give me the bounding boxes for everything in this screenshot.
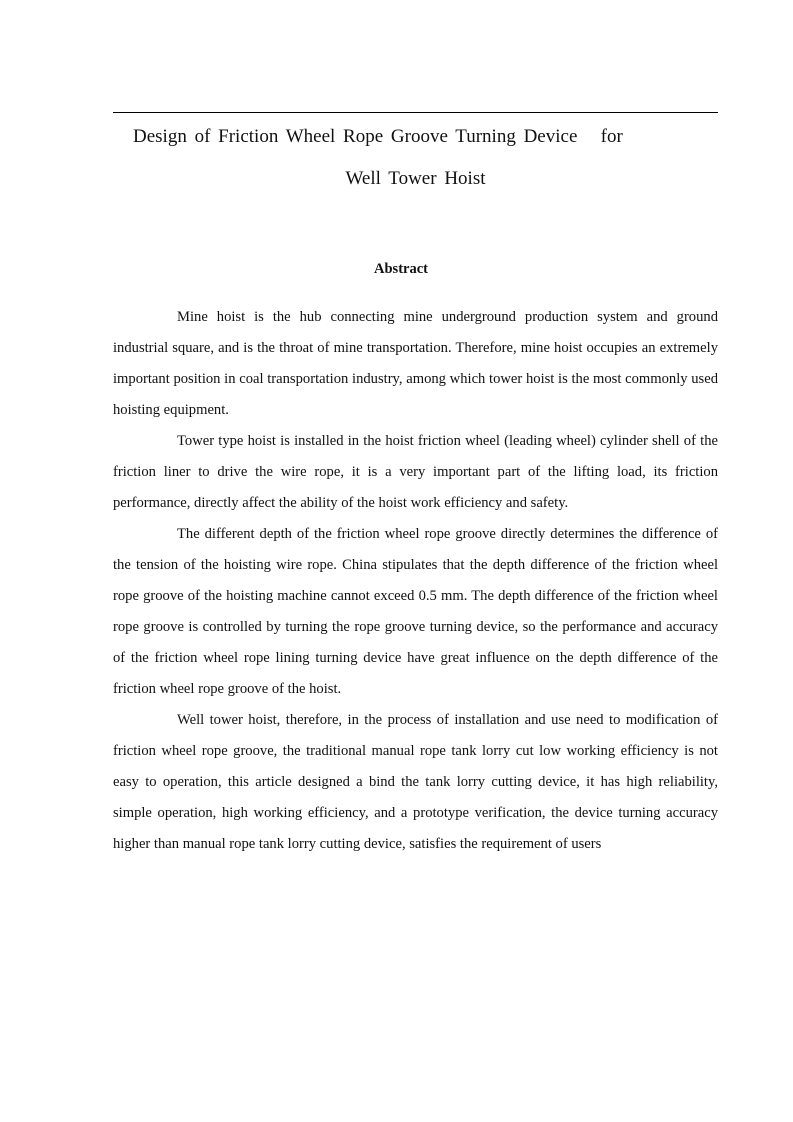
- abstract-paragraph: Mine hoist is the hub connecting mine underground production system and ground industrial square, and is the throat of mine transportation. Therefore, mine hoist occupies an extremely important position in coal transportation industry, among which tower hoist is the most commonly used hoisting equipment.: [113, 309, 718, 418]
- title-line-2: Well Tower Hoist: [345, 168, 486, 189]
- abstract-paragraph: The different depth of the friction wheel rope groove directly determines the difference of the tension of the hoisting wire rope. China stipulates that the depth difference of the friction wheel rope groove of the hoisting machine cannot exceed 0.5 mm. The depth difference of the friction wheel rope groove is controlled by turning the rope groove turning device, so the performance and accuracy of the friction wheel rope lining turning device have great influence on the depth difference of the friction wheel rope groove of the hoist.: [113, 526, 718, 697]
- abstract-paragraph: Well tower hoist, therefore, in the process of installation and use need to modification of friction wheel rope groove, the traditional manual rope tank lorry cut low working efficiency is not easy to operation, this article designed a bind the tank lorry cutting device, it has high reliability, simple operation, high working efficiency, and a prototype verification, the device turning accuracy higher than manual rope tank lorry cutting device, satisfies the requirement of users: [113, 712, 718, 852]
- header-rule: [113, 112, 718, 113]
- abstract-body: [113, 302, 718, 860]
- title-line-1: Design of Friction Wheel Rope Groove Turning Device for: [133, 126, 623, 147]
- document-title: [113, 119, 718, 196]
- abstract-paragraph: Tower type hoist is installed in the hoist friction wheel (leading wheel) cylinder shell of the friction liner to drive the wire rope, it is a very important part of the lifting load, its friction performance, directly affect the ability of the hoist work efficiency and safety.: [113, 433, 718, 511]
- abstract-heading: Abstract: [374, 261, 428, 277]
